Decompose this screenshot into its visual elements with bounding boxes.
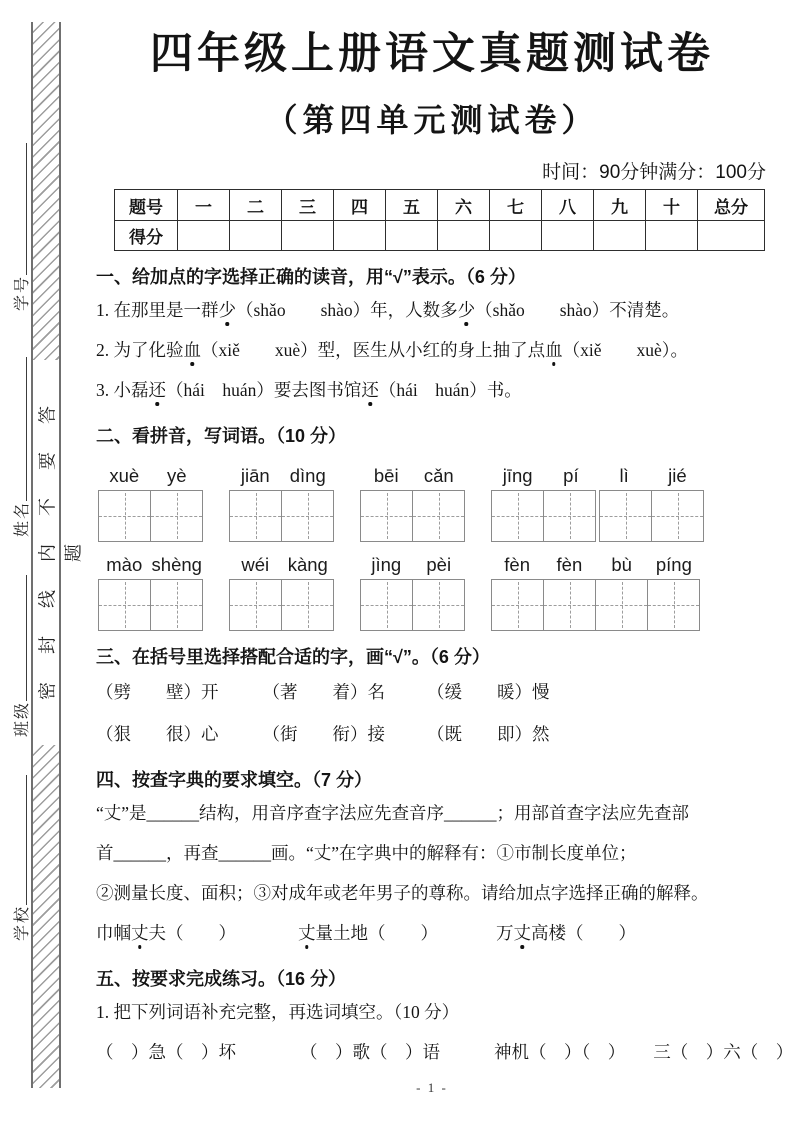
score-empty-cell [594,221,646,251]
char-choice-item: （街 衔）接 [262,724,385,744]
dotted-character: 还 [148,380,166,400]
grid-cell [99,580,151,630]
dictionary-fill-line-1: “丈”是______结构，用音序查字法应先查音序______；用部首查字法应先查部 [96,803,690,823]
score-header-cell: 题号 [115,190,178,221]
grid-cell [413,580,464,630]
school-blank-line [26,775,27,905]
question-text: 3. 小磊 [96,380,149,400]
pinyin-grid-row-2 [98,550,768,631]
pinyin-word-group [229,550,334,631]
question-text: （hái huán）书。 [378,380,522,400]
writing-grid [360,490,465,542]
char-choice-row-1 [96,672,768,712]
score-header-cell: 总分 [698,190,765,221]
question-text: 2. 为了化验 [96,340,184,360]
pinyin-label: fèn fèn bù píng [504,554,692,575]
score-table [114,189,765,251]
pinyin-label: bēi cǎn [373,465,454,486]
class-blank-line [26,575,27,701]
margin-label-name [9,357,31,537]
char-choice-item: （著 着）名 [262,682,385,702]
section-1-heading: 一、给加点的字选择正确的读音，用“√”表示。（6 分） [96,267,526,287]
char-choice-item: （劈 壁）开 [96,682,219,702]
seal-hatch-bottom [33,745,59,1088]
score-header-cell: 九 [594,190,646,221]
margin-label-student-id [9,143,31,311]
writing-grid [229,579,334,631]
seal-hatch-top [33,22,59,360]
score-header-cell: 七 [490,190,542,221]
char-choice-item: （既 即）然 [427,724,550,744]
score-empty-cell [334,221,386,251]
exam-time-score-meta: 时间：90分钟满分：100分 [542,162,766,183]
name-label: 姓名 [13,500,31,537]
footer-page-number: - 1 - [416,1080,448,1095]
score-empty-cell [282,221,334,251]
question-text: 1. 在那里是一群 [96,300,219,320]
score-header-cell: 三 [282,190,334,221]
idiom-blank-item: （ ）急（ ）坏 [96,1042,236,1062]
pinyin-word-group [229,461,334,542]
grid-cell [492,580,544,630]
school-label: 学校 [13,904,31,941]
pinyin-word-group [491,550,700,631]
dotted-character: 还 [361,380,379,400]
pinyin-word-group [98,461,203,542]
grid-cell [151,491,202,541]
score-header-cell: 一 [178,190,230,221]
grid-cell [544,491,595,541]
score-table-score-row [115,221,765,251]
idiom-blank-row [96,1032,793,1072]
page-subtitle: （第四单元测试卷） [265,102,599,138]
grid-cell [151,580,202,630]
dictionary-fill-line-3: ②测量长度、面积；③对成年或老年男子的尊称。请给加点字选择正确的解释。 [96,883,709,903]
char-choice-item: （缓 暖）慢 [427,682,550,702]
grid-cell [230,580,282,630]
dotted-character: 丈 [513,923,531,943]
page-title: 四年级上册语文真题测试卷 [150,30,714,78]
writing-grid [98,490,203,542]
grid-cell [596,580,648,630]
dictionary-fill-line-2: 首______，再查______画。“丈”在字典中的解释有：①市制长度单位； [96,843,637,863]
phrase-with-blank: 巾帼丈夫（ ） [96,923,236,943]
seal-line-text: 密封线内不要答题 [37,377,83,700]
section-3-heading: 三、在括号里选择搭配合适的字，画“√”。（6 分） [96,647,490,667]
writing-grid [491,579,700,631]
section-2-heading: 二、看拼音，写词语。（10 分） [96,426,347,446]
score-empty-cell [438,221,490,251]
writing-grid [229,490,334,542]
char-choice-item: （狠 很）心 [96,724,219,744]
question-text: （shǎo shào）不清楚。 [475,300,680,320]
score-row-label: 得分 [115,221,178,251]
pinyin-word-group [360,461,465,542]
grid-cell [600,491,652,541]
phrase-with-blank: 丈量土地（ ） [298,923,438,943]
pinyin-label: xuè yè [109,465,187,486]
grid-cell [544,580,596,630]
score-table-header-row [115,190,765,221]
question-1 [96,290,768,330]
question-text: （xiě xuè）型，医生从小红的身上抽了点 [201,340,546,360]
score-empty-cell [542,221,594,251]
pinyin-word-group [360,550,465,631]
score-empty-cell [386,221,438,251]
dotted-character: 丈 [298,923,316,943]
question-3 [96,370,768,410]
score-empty-cell [490,221,542,251]
section-4-heading: 四、按查字典的要求填空。（7 分） [96,770,373,790]
pinyin-word-group [98,550,203,631]
section-5-heading: 五、按要求完成练习。（16 分） [96,969,347,989]
dotted-character: 少 [457,300,476,320]
question-text: （hái huán）要去图书馆 [166,380,362,400]
writing-grid [98,579,203,631]
writing-grid [599,490,704,542]
char-choice-row-2 [96,714,768,754]
seal-band [31,22,83,1088]
idiom-blank-item: 三（ ）六（ ） [653,1042,793,1062]
name-blank-line [26,357,27,501]
pinyin-label: jīng pí lì jié [502,465,687,486]
student-id-blank-line [26,143,27,275]
score-empty-cell [178,221,230,251]
dotted-phrase-row [96,913,768,953]
dotted-character: 少 [218,300,236,320]
pinyin-label: jìng pèi [371,554,452,575]
pinyin-label: wéi kàng [241,554,328,575]
exam-page [96,0,793,1096]
writing-grid [360,579,465,631]
idiom-blank-item: （ ）歌（ ）语 [300,1042,440,1062]
question-2 [96,330,768,370]
score-empty-cell [698,221,765,251]
score-header-cell: 五 [386,190,438,221]
margin-label-school [9,775,31,941]
phrase-with-blank: 万丈高楼（ ） [496,923,636,943]
question-text: （xiě xuè）。 [562,340,689,360]
grid-cell [282,491,333,541]
dotted-character: 血 [183,340,201,360]
pinyin-label: mào shèng [106,554,202,575]
grid-cell [230,491,282,541]
section-5-sub-question: 1. 把下列词语补充完整，再选词填空。（10 分） [96,1002,460,1022]
grid-cell [282,580,333,630]
grid-cell [492,491,544,541]
idiom-blank-item: 神机（ ）（ ） [494,1042,626,1062]
score-header-cell: 四 [334,190,386,221]
score-empty-cell [646,221,698,251]
seal-text-area [33,360,83,745]
dotted-character: 丈 [131,923,149,943]
grid-cell [361,580,413,630]
score-header-cell: 八 [542,190,594,221]
margin-label-class [9,575,31,737]
score-empty-cell [230,221,282,251]
grid-cell [413,491,464,541]
grid-cell [652,491,703,541]
pinyin-grid-row-1 [98,461,768,542]
grid-cell [648,580,699,630]
pinyin-word-group [491,461,704,542]
score-header-cell: 十 [646,190,698,221]
question-text: （shǎo shào）年，人数多 [236,300,458,320]
class-label: 班级 [13,700,31,737]
grid-cell [99,491,151,541]
score-header-cell: 六 [438,190,490,221]
score-header-cell: 二 [230,190,282,221]
grid-cell [361,491,413,541]
student-id-label: 学号 [13,274,31,311]
writing-grid [491,490,596,542]
dotted-character: 血 [545,340,563,360]
pinyin-label: jiān dìng [240,465,326,486]
